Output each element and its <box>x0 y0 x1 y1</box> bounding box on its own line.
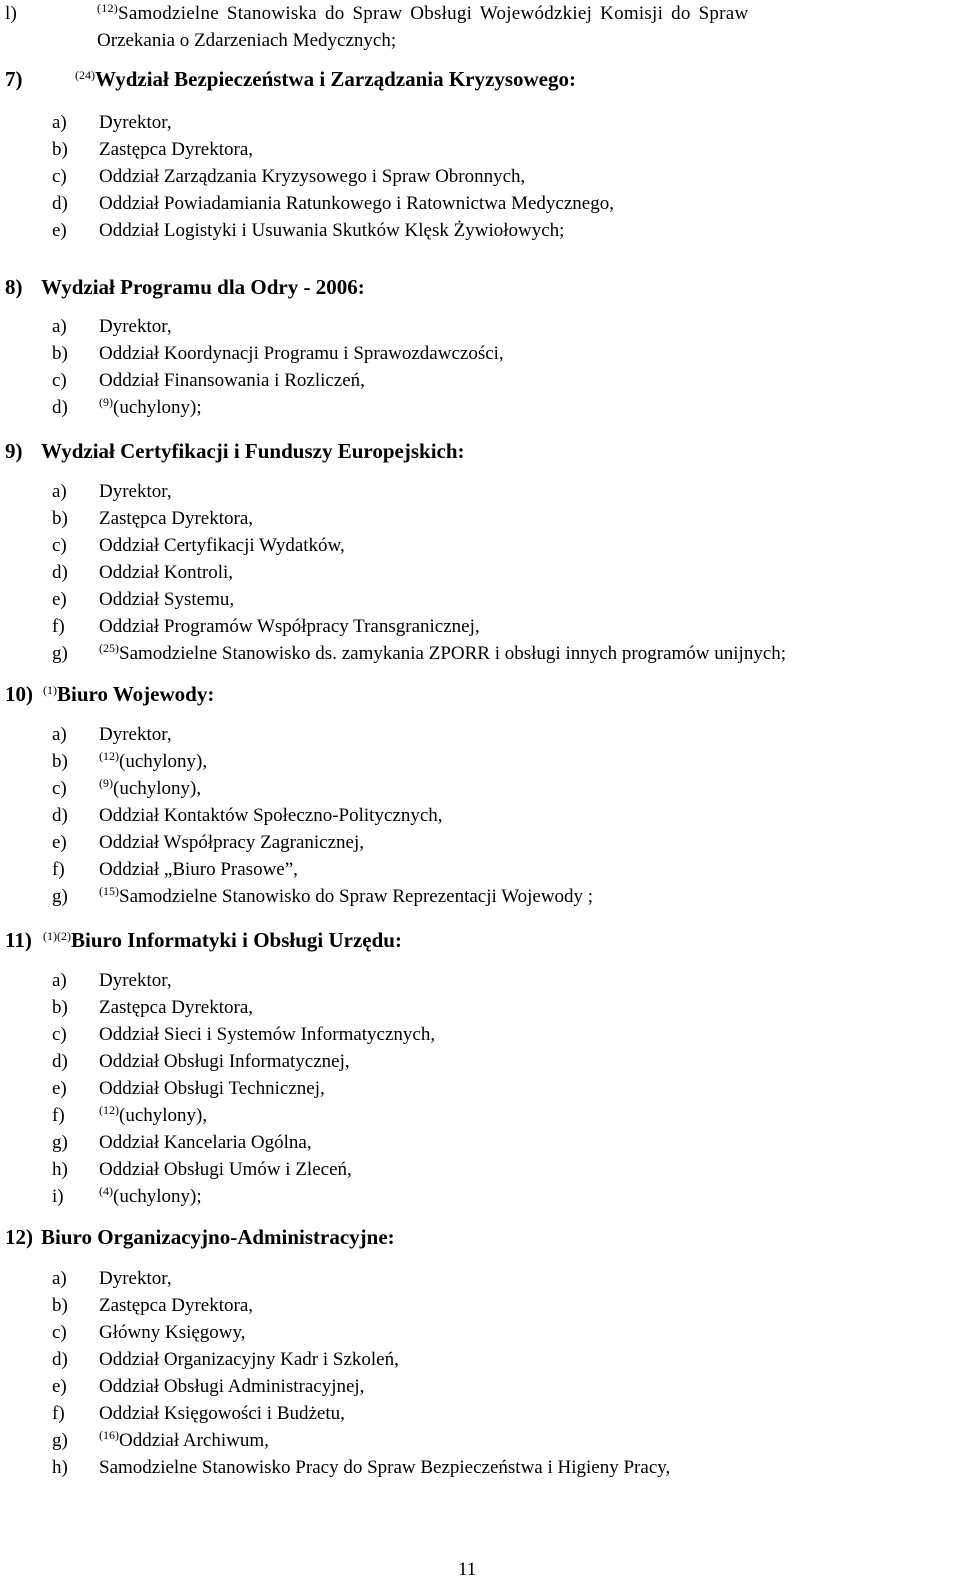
item-text: Oddział Obsługi Umów i Zleceń, <box>99 1159 352 1180</box>
list-item <box>52 724 172 746</box>
item-text: Dyrektor, <box>99 1268 172 1289</box>
list-item <box>52 481 172 503</box>
item-text: Samodzielne Stanowiska do Spraw Obsługi Wojewódzkiej Komisji do Spraw <box>118 3 749 24</box>
item-text: Oddział Obsługi Technicznej, <box>99 1078 325 1099</box>
list-item <box>52 166 525 188</box>
item-text: Oddział Archiwum, <box>119 1430 269 1451</box>
list-item <box>52 562 233 584</box>
footnote-reference: (9) <box>99 395 113 409</box>
list-item <box>52 370 365 392</box>
item-text: Samodzielne Stanowisko do Spraw Reprezentacji Wojewody ; <box>119 886 594 907</box>
list-item <box>52 112 172 134</box>
item-label: c) <box>52 1024 67 1045</box>
item-text: Oddział Powiadamiania Ratunkowego i Ratownictwa Medycznego, <box>99 193 614 214</box>
list-item <box>52 1078 325 1100</box>
list-item <box>5 3 957 25</box>
item-text: Oddział Programów Współpracy Transgranicznej, <box>99 616 480 637</box>
footnote-reference: (15) <box>99 884 119 898</box>
item-text: Oddział Logistyki i Usuwania Skutków Klęsk Żywiołowych; <box>99 220 565 241</box>
item-text: Oddział Kancelaria Ogólna, <box>99 1132 312 1153</box>
list-item <box>52 805 443 827</box>
footnote-reference: (25) <box>99 641 119 655</box>
page-number: 11 <box>458 1559 477 1580</box>
item-label: f) <box>52 859 65 880</box>
item-label: i) <box>52 1186 64 1207</box>
list-item <box>52 859 298 881</box>
list-item <box>52 1024 435 1046</box>
item-text: Zastępca Dyrektora, <box>99 139 254 160</box>
item-text: Oddział Koordynacji Programu i Sprawozdawczości, <box>99 343 504 364</box>
item-label: e) <box>52 1376 67 1397</box>
list-item <box>52 139 253 161</box>
item-label: 7) <box>5 67 23 91</box>
item-text: (uchylony), <box>113 778 202 799</box>
list-item <box>52 397 202 419</box>
list-item <box>52 589 234 611</box>
item-text: Biuro Informatyki i Obsługi Urzędu: <box>70 928 402 952</box>
list-item <box>52 1376 364 1398</box>
list-item <box>52 997 253 1019</box>
list-item <box>97 30 396 52</box>
list-item <box>52 1051 350 1073</box>
item-text: Samodzielne Stanowisko ds. zamykania ZPORR i obsługi innych programów unijnych; <box>119 643 787 664</box>
item-text: Oddział Organizacyjny Kadr i Szkoleń, <box>99 1349 399 1370</box>
list-item <box>52 508 253 530</box>
list-item <box>52 1132 312 1154</box>
list-item <box>52 193 614 215</box>
item-text: Wydział Bezpieczeństwa i Zarządzania Kryzysowego: <box>95 67 576 91</box>
item-text: Główny Księgowy, <box>99 1322 246 1343</box>
item-label: l) <box>5 3 18 24</box>
item-label: b) <box>52 508 68 529</box>
footnote-reference: (12) <box>99 749 119 763</box>
item-label: a) <box>52 970 67 991</box>
item-label: g) <box>52 643 68 664</box>
footnote-reference: (1) <box>43 683 57 697</box>
item-label: g) <box>52 1430 68 1451</box>
item-text: Dyrektor, <box>99 316 172 337</box>
footnote-reference: (24) <box>75 68 95 82</box>
list-item <box>52 832 364 854</box>
item-text: Oddział Certyfikacji Wydatków, <box>99 535 345 556</box>
item-label: b) <box>52 343 68 364</box>
section-heading <box>5 683 214 707</box>
item-label: a) <box>52 724 67 745</box>
item-label: d) <box>52 397 68 418</box>
item-label: d) <box>52 1349 68 1370</box>
section-heading <box>5 68 576 92</box>
item-label: g) <box>52 886 68 907</box>
list-item <box>52 1430 269 1452</box>
section-heading <box>5 1226 395 1250</box>
item-label: a) <box>52 112 67 133</box>
item-text: Oddział Finansowania i Rozliczeń, <box>99 370 365 391</box>
list-item <box>52 1349 399 1371</box>
item-label: e) <box>52 220 67 241</box>
list-item <box>52 616 480 638</box>
item-text: Zastępca Dyrektora, <box>99 1295 254 1316</box>
item-text: Oddział Współpracy Zagranicznej, <box>99 832 365 853</box>
item-text: Oddział Kontaktów Społeczno-Politycznych, <box>99 805 443 826</box>
item-label: h) <box>52 1159 68 1180</box>
item-text: Oddział „Biuro Prasowe”, <box>99 859 298 880</box>
item-label: a) <box>52 481 67 502</box>
item-text: Oddział Kontroli, <box>99 562 234 583</box>
footnote-reference: (4) <box>99 1184 113 1198</box>
list-item <box>52 316 172 338</box>
item-text: (uchylony), <box>119 751 208 772</box>
item-label: c) <box>52 1322 67 1343</box>
item-text: Dyrektor, <box>99 481 172 502</box>
item-label: b) <box>52 1295 68 1316</box>
item-text: Biuro Organizacyjno-Administracyjne: <box>41 1225 395 1249</box>
item-text: Zastępca Dyrektora, <box>99 997 254 1018</box>
item-text: (uchylony); <box>113 397 202 418</box>
item-label: e) <box>52 589 67 610</box>
list-item <box>52 643 786 665</box>
section-heading <box>5 276 365 300</box>
footnote-reference: (16) <box>99 1428 119 1442</box>
item-label: f) <box>52 616 65 637</box>
list-item <box>52 778 201 800</box>
item-text: Oddział Systemu, <box>99 589 235 610</box>
item-label: 9) <box>5 439 23 463</box>
item-label: f) <box>52 1403 65 1424</box>
list-item <box>52 1268 172 1290</box>
list-item <box>52 1403 345 1425</box>
footnote-reference: (12) <box>99 1103 119 1117</box>
item-text: Orzekania o Zdarzeniach Medycznych; <box>97 30 397 51</box>
item-label: c) <box>52 166 67 187</box>
item-label: b) <box>52 997 68 1018</box>
item-label: d) <box>52 193 68 214</box>
item-text: Oddział Księgowości i Budżetu, <box>99 1403 345 1424</box>
item-label: d) <box>52 562 68 583</box>
list-item <box>52 751 207 773</box>
list-item <box>52 1186 202 1208</box>
list-item <box>52 535 345 557</box>
item-text: Oddział Obsługi Informatycznej, <box>99 1051 350 1072</box>
section-heading <box>5 929 402 953</box>
item-text: Oddział Obsługi Administracyjnej, <box>99 1376 365 1397</box>
footnote-reference: (9) <box>99 776 113 790</box>
list-item <box>52 343 504 365</box>
item-label: d) <box>52 1051 68 1072</box>
item-label: f) <box>52 1105 65 1126</box>
item-text: (uchylony); <box>113 1186 202 1207</box>
item-label: b) <box>52 751 68 772</box>
item-text: Oddział Sieci i Systemów Informatycznych, <box>99 1024 436 1045</box>
list-item <box>52 220 564 242</box>
item-label: e) <box>52 832 67 853</box>
list-item <box>52 970 172 992</box>
item-text: Wydział Programu dla Odry - 2006: <box>41 275 365 299</box>
item-label: a) <box>52 316 67 337</box>
section-heading <box>5 440 465 464</box>
item-label: c) <box>52 370 67 391</box>
list-item <box>52 1322 246 1344</box>
item-label: c) <box>52 535 67 556</box>
footnote-reference: (1)(2) <box>43 929 71 943</box>
list-item <box>52 886 593 908</box>
item-text: Zastępca Dyrektora, <box>99 508 254 529</box>
item-text: Dyrektor, <box>99 112 172 133</box>
item-label: d) <box>52 805 68 826</box>
item-text: Samodzielne Stanowisko Pracy do Spraw Bezpieczeństwa i Higieny Pracy, <box>99 1457 671 1478</box>
item-label: a) <box>52 1268 67 1289</box>
item-label: 11) <box>5 928 32 952</box>
item-label: e) <box>52 1078 67 1099</box>
item-text: (uchylony), <box>119 1105 208 1126</box>
item-label: g) <box>52 1132 68 1153</box>
list-item <box>52 1295 253 1317</box>
item-text: Dyrektor, <box>99 724 172 745</box>
item-text: Wydział Certyfikacji i Funduszy Europejskich: <box>41 439 465 463</box>
list-item <box>52 1159 352 1181</box>
item-label: 12) <box>5 1225 33 1249</box>
item-label: c) <box>52 778 67 799</box>
item-label: 8) <box>5 275 23 299</box>
item-label: 10) <box>5 682 33 706</box>
item-text: Dyrektor, <box>99 970 172 991</box>
list-item <box>52 1457 670 1479</box>
footnote-reference: (12) <box>97 1 118 15</box>
item-label: h) <box>52 1457 68 1478</box>
item-label: b) <box>52 139 68 160</box>
item-text: Biuro Wojewody: <box>57 682 215 706</box>
item-text: Oddział Zarządzania Kryzysowego i Spraw Obronnych, <box>99 166 526 187</box>
list-item <box>52 1105 207 1127</box>
